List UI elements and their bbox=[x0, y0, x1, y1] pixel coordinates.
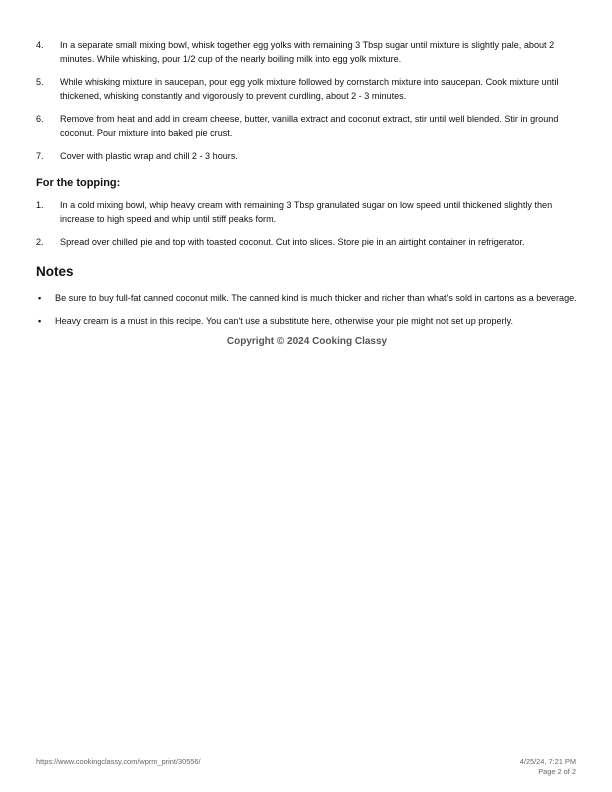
recipe-content bbox=[36, 38, 578, 347]
step-number: 7. bbox=[36, 150, 44, 161]
step-text: Cover with plastic wrap and chill 2 - 3 hours. bbox=[60, 150, 238, 161]
instruction-step bbox=[36, 38, 578, 66]
footer-meta bbox=[520, 757, 576, 777]
topping-heading: For the topping: bbox=[36, 176, 121, 189]
page-number: Page 2 of 2 bbox=[538, 767, 576, 776]
bullet-icon: • bbox=[38, 315, 42, 326]
note-item bbox=[36, 314, 578, 328]
instruction-step bbox=[36, 149, 578, 163]
print-datetime: 4/25/24, 7:21 PM bbox=[519, 757, 576, 766]
note-text: Heavy cream is a must in this recipe. You can't use a substitute here, otherwise your pie might not set up properly. bbox=[55, 315, 514, 326]
step-number: 6. bbox=[36, 113, 44, 124]
step-number: 1. bbox=[36, 199, 44, 210]
step-text: Spread over chilled pie and top with toasted coconut. Cut into slices. Store pie in an airtight container in refrigerator. bbox=[60, 236, 525, 247]
step-number: 2. bbox=[36, 236, 44, 247]
instructions-list bbox=[36, 38, 578, 163]
note-text: Be sure to buy full-fat canned coconut milk. The canned kind is much thicker and richer than what's sold in cartons as a beverage. bbox=[55, 293, 577, 304]
notes-list bbox=[36, 291, 578, 328]
instruction-step bbox=[36, 112, 578, 140]
copyright: Copyright © 2024 Cooking Classy bbox=[226, 336, 388, 348]
instruction-step bbox=[36, 75, 578, 103]
footer-url: https://www.cookingclassy.com/wprm_print/30556/ bbox=[36, 757, 201, 766]
step-text: In a separate small mixing bowl, whisk together egg yolks with remaining 3 Tbsp sugar until mixture is slightly pale, about 2 minutes. While whisking, pour 1/2 cup of the nearly boiling milk into egg yolk mixture. bbox=[60, 40, 555, 65]
step-number: 4. bbox=[36, 40, 44, 50]
step-number: 5. bbox=[36, 76, 44, 87]
step-text: While whisking mixture in saucepan, pour egg yolk mixture followed by cornstarch mixture into saucepan. Cook mixture until thickened, whisking constantly and vigorously to prevent curdling, about 2 - 3 minutes. bbox=[60, 76, 559, 102]
topping-step bbox=[36, 198, 578, 226]
note-item bbox=[36, 291, 578, 305]
bullet-icon: • bbox=[38, 293, 42, 304]
step-text: Remove from heat and add in cream cheese, butter, vanilla extract and coconut extract, stir until well blended. Stir in ground coconut. Pour mixture into baked pie crust. bbox=[60, 113, 559, 139]
step-text: In a cold mixing bowl, whip heavy cream with remaining 3 Tbsp granulated sugar on low speed until thickened slightly then increase to high speed and whip until stiff peaks form. bbox=[60, 199, 553, 225]
topping-step bbox=[36, 235, 578, 249]
topping-steps-list bbox=[36, 198, 578, 249]
notes-heading: Notes bbox=[36, 264, 74, 280]
